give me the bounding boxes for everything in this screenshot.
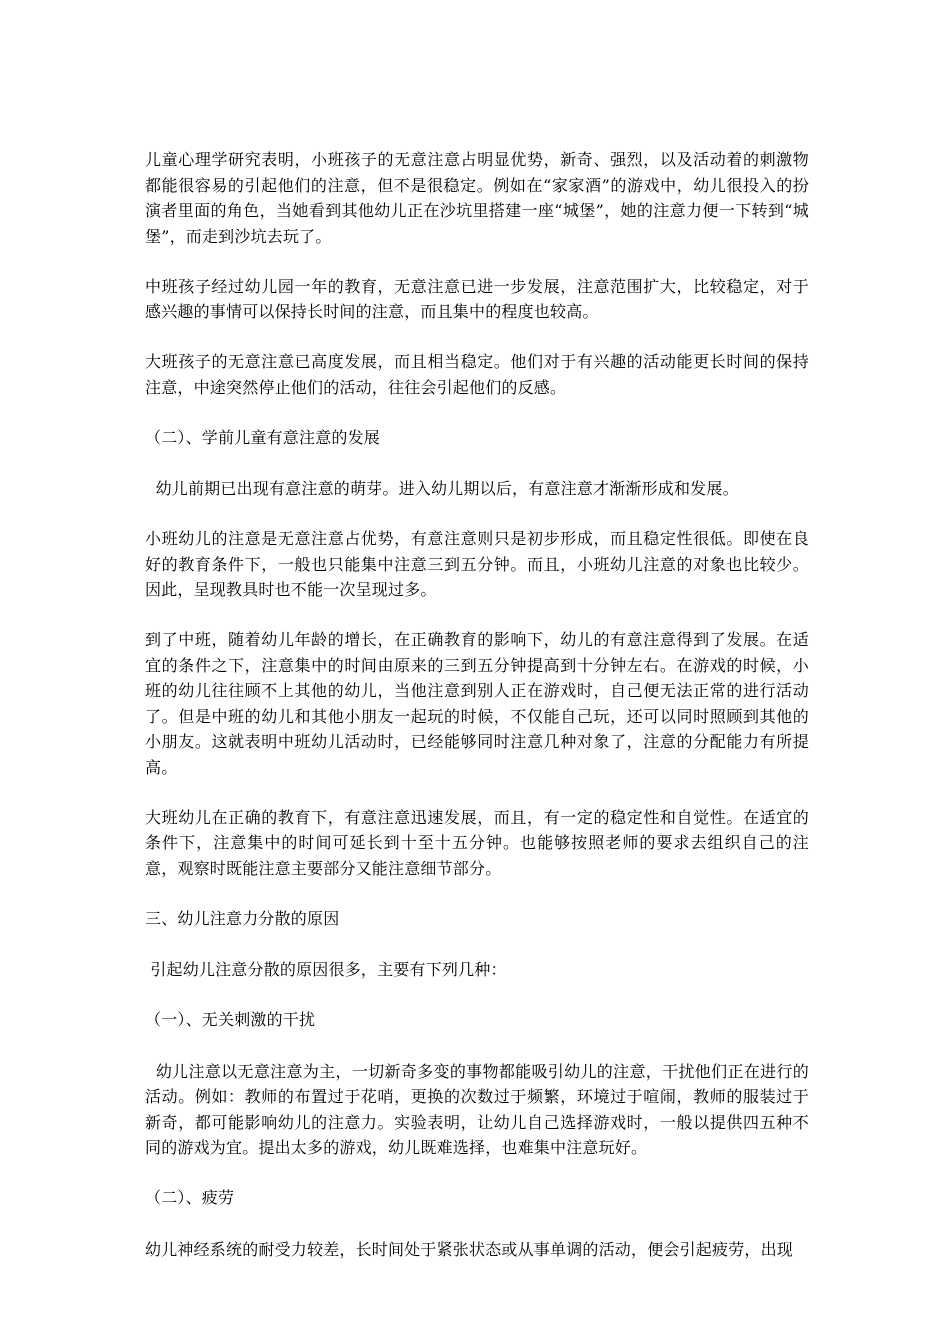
paragraph: 中班孩子经过幼儿园一年的教育，无意注意已进一步发展，注意范围扩大，比较稳定，对于感兴趣的事情可以保持长时间的注意，而且集中的程度也较高。 [145,276,809,321]
paragraph: 大班幼儿在正确的教育下，有意注意迅速发展，而且，有一定的稳定性和自觉性。在适宜的条件下，注意集中的时间可延长到十至十五分钟。也能够按照老师的要求去组织自己的注意，观察时既能注意主要部分又能注意细节部分。 [145,807,809,878]
paragraph: 幼儿前期已出现有意注意的萌芽。进入幼儿期以后，有意注意才渐渐形成和发展。 [145,479,739,498]
paragraph: 引起幼儿注意分散的原因很多，主要有下列几种： [145,960,507,979]
section-heading: 三、幼儿注意力分散的原因 [145,908,340,928]
document-body [145,147,809,1287]
section-heading: （二）、学前儿童有意注意的发展 [145,427,381,447]
paragraph: 大班孩子的无意注意已高度发展，而且相当稳定。他们对于有兴趣的活动能更长时间的保持注意，中途突然停止他们的活动，往往会引起他们的反感。 [145,352,809,397]
paragraph: 幼儿神经系统的耐受力较差，长时间处于紧张状态或从事单调的活动，便会引起疲劳，出现 [145,1239,794,1259]
paragraph: 到了中班，随着幼儿年龄的增长，在正确教育的影响下，幼儿的有意注意得到了发展。在适宜的条件之下，注意集中的时间由原来的三到五分钟提高到十分钟左右。在游戏的时候，小班的幼儿往往顾不上其他的幼儿，当他注意到别人正在游戏时，自己便无法正常的进行活动了。但是中班的幼儿和其他小朋友一起玩的时候，不仅能自己玩，还可以同时照顾到其他的小朋友。这就表明中班幼儿活动时，已经能够同时注意几种对象了，注意的分配能力有所提高。 [145,630,809,777]
paragraph: 儿童心理学研究表明，小班孩子的无意注意占明显优势，新奇、强烈，以及活动着的刺激物都能很容易的引起他们的注意，但不是很稳定。例如在“家家酒”的游戏中，幼儿很投入的扮演者里面的角色，当她看到其他幼儿正在沙坑里搭建一座“城堡”，她的注意力便一下转到“城堡”，而走到沙坑去玩了。 [145,150,809,246]
section-heading: （一）、无关刺激的干扰 [145,1010,316,1029]
section-heading: （二）、疲劳 [145,1188,235,1207]
paragraph: 小班幼儿的注意是无意注意占优势，有意注意则只是初步形成，而且稳定性很低。即使在良好的教育条件下，一般也只能集中注意三到五分钟。而且，小班幼儿注意的对象也比较少。因此，呈现教具时也不能一次呈现过多。 [145,529,809,599]
paragraph: 幼儿注意以无意注意为主，一切新奇多变的事物都能吸引幼儿的注意，干扰他们正在进行的活动。例如：教师的布置过于花哨，更换的次数过于频繁，环境过于喧闹，教师的服装过于新奇，都可能影响幼儿的注意力。实验表明，让幼儿自己选择游戏时，一般以提供四五种不同的游戏为宜。提出太多的游戏，幼儿既难选择，也难集中注意玩好。 [145,1061,809,1157]
